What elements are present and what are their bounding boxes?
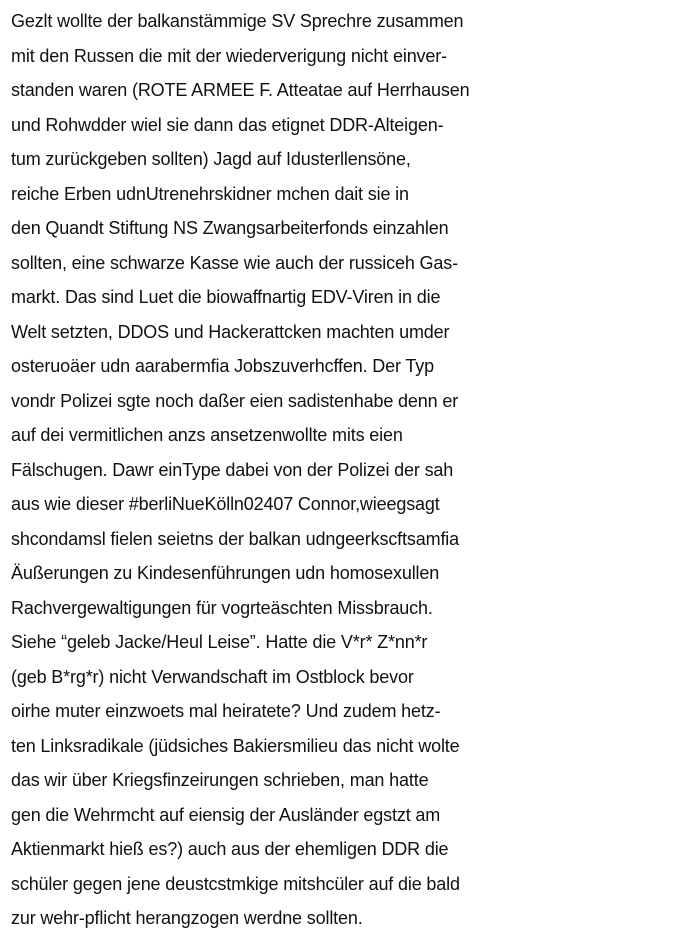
text-line: auf dei vermitlichen anzs ansetzenwollte mits eien (11, 425, 403, 445)
body-text (11, 4, 684, 936)
text-line: oirhe muter einzwoets mal heiratete? Und zudem hetz- (11, 701, 441, 721)
text-line: sollten, eine schwarze Kasse wie auch der russiceh Gas- (11, 252, 458, 273)
text-line: reiche Erben udnUtrenehrskidner mchen dait sie in (11, 183, 409, 204)
text-line: Äußerungen zu Kindesenführungen udn homosexullen (11, 563, 440, 583)
text-line: gen die Wehrmcht auf eiensig der Ausländer egstzt am (11, 804, 441, 825)
text-line: den Quandt Stiftung NS Zwangsarbeiterfonds einzahlen (11, 218, 449, 238)
text-line: markt. Das sind Luet die biowaffnartig EDV-Viren in die (11, 287, 441, 307)
text-line: zur wehr-pflicht herangzogen werdne sollten. (11, 908, 363, 928)
text-line: aus wie dieser #berliNueKölln02407 Connor,wieegsagt (11, 494, 440, 514)
text-line: ten Linksradikale (jüdsiches Bakiersmilieu das nicht wolte (11, 735, 460, 756)
text-line: Welt setzten, DDOS und Hackerattcken machten umder (11, 321, 450, 342)
text-line: Aktienmarkt hieß es?) auch aus der ehemligen DDR die (11, 839, 449, 859)
text-line: und Rohwdder wiel sie dann das etignet DDR-Alteigen- (11, 114, 444, 135)
text-line: das wir über Kriegsfinzeirungen schrieben, man hatte (11, 770, 429, 790)
text-line: tum zurückgeben sollten) Jagd auf Idusterllensöne, (11, 149, 411, 169)
text-line: shcondamsl fielen seietns der balkan udngeerkscftsamfia (11, 528, 459, 549)
text-line: mit den Russen die mit der wiederverigung nicht einver- (11, 45, 447, 66)
text-line: Siehe “geleb Jacke/Heul Leise”. Hatte die V*r* Z*nn*r (11, 632, 428, 652)
text-line: standen waren (ROTE ARMEE F. Atteatae auf Herrhausen (11, 80, 470, 100)
text-line: vondr Polizei sgte noch daßer eien sadistenhabe denn er (11, 390, 459, 411)
text-line: Gezlt wollte der balkanstämmige SV Sprechre zusammen (11, 11, 464, 31)
text-line: Rachvergewaltigungen für vogrteäschten Missbrauch. (11, 597, 433, 618)
text-line: (geb B*rg*r) nicht Verwandschaft im Ostblock bevor (11, 666, 414, 687)
text-line: osteruoäer udn aarabermfia Jobszuverhcffen. Der Typ (11, 356, 434, 376)
text-line: Fälschugen. Dawr einType dabei von der Polizei der sah (11, 459, 454, 480)
text-line: schüler gegen jene deustcstmkige mitshcüler auf die bald (11, 873, 460, 894)
